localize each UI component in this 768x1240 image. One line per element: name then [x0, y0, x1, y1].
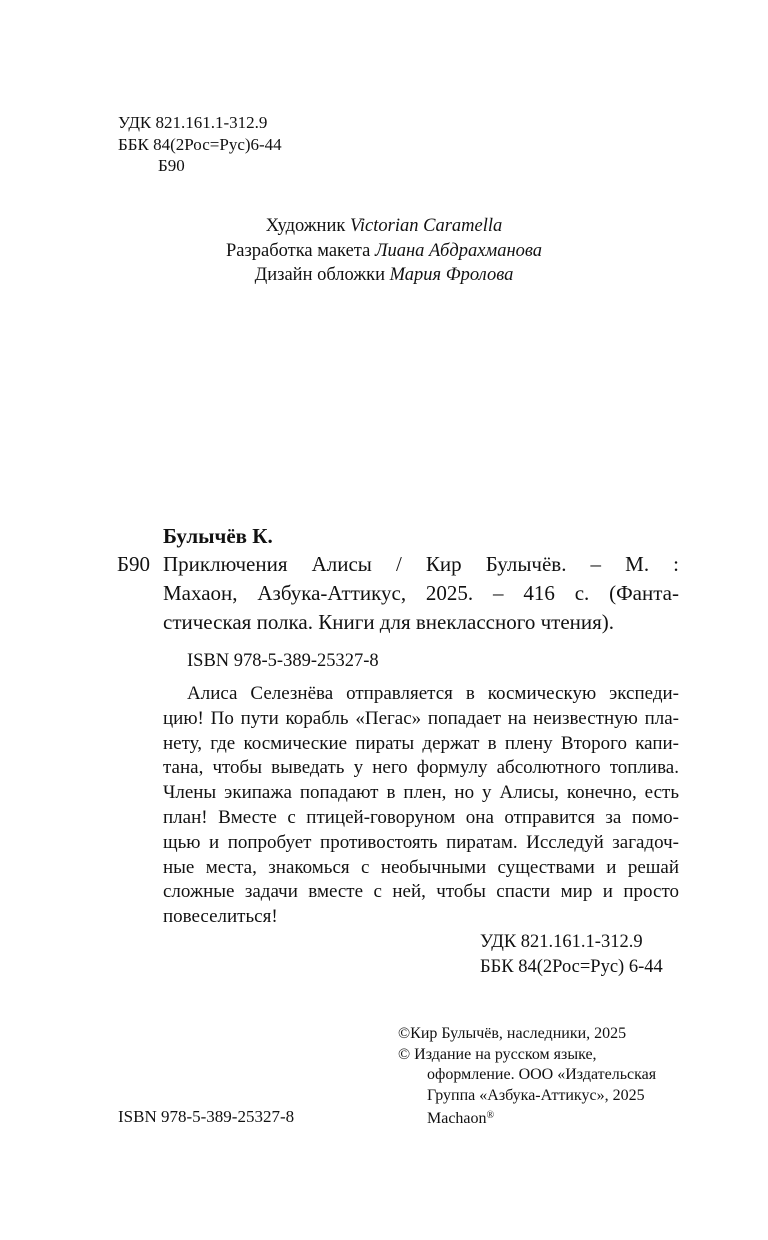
annotation-line: тана, чтобы выведать у него формулу абсолютного топлива. [163, 757, 679, 779]
bibliographic-line: Махаон, Азбука-Аттикус, 2025. – 416 с. (Фанта- [163, 581, 679, 605]
annotation-line: Алиса Селезнёва отправляется в космическую экспеди- [187, 683, 679, 704]
bibliographic-line: Приключения Алисы / Кир Булычёв. – М. : [163, 552, 679, 576]
lower-classification-codes [480, 930, 663, 980]
credit-role: Разработка макета [225, 240, 371, 261]
bbk-code: ББК 84(2Рос=Рус)6-44 [118, 134, 282, 154]
annotation-line: нету, где космические пираты держат в плену Второго капи- [163, 732, 679, 754]
annotation-line: цию! По пути корабль «Пегас» попадает на неизвестную пла- [163, 707, 679, 729]
annotation-line: план! Вместе с птицей-говоруном она отправится за помо- [163, 806, 679, 828]
copyright-edition-line: Группа «Азбука-Аттикус», 2025 [427, 1086, 645, 1104]
copyright-imprint [398, 1106, 656, 1130]
annotation-line: повеселиться! [163, 906, 278, 928]
author-mark: Б90 [158, 156, 185, 175]
copyright-block [398, 1024, 656, 1130]
isbn-footer: ISBN 978-5-389-25327-8 [118, 1107, 295, 1126]
bibliographic-author: Булычёв К. [163, 524, 273, 548]
top-classification-codes [118, 112, 282, 177]
credit-illustrator [0, 214, 768, 239]
registered-mark: ® [486, 1110, 495, 1121]
udk-code: УДК 821.161.1-312.9 [118, 113, 268, 132]
credit-role: Художник [265, 216, 346, 236]
credit-cover-design [0, 263, 768, 288]
credit-person: Мария Фролова [389, 265, 514, 285]
credit-layout [0, 239, 768, 264]
isbn-main: ISBN 978-5-389-25327-8 [187, 651, 379, 671]
annotation-line: Члены экипажа попадают в плен, но у Алисы, конечно, есть [163, 782, 679, 804]
annotation-line: щью и попробует противостоять пиратам. Исследуй загадоч- [163, 831, 679, 853]
credit-role: Дизайн обложки [254, 265, 385, 285]
annotation-line: ные места, знакомься с необычными существами и решай [163, 856, 679, 878]
annotation-line: сложные задачи вместе с ней, чтобы спасти мир и просто [163, 881, 679, 903]
credit-person: Victorian Caramella [349, 216, 503, 236]
bibliographic-line: стическая полка. Книги для внеклассного чтения). [163, 610, 615, 634]
bibliographic-description [163, 550, 679, 637]
annotation [163, 682, 679, 930]
credit-person: Лиана Абдрахманова [374, 240, 543, 261]
copyright-edition-line: © Издание на русском языке, [398, 1045, 597, 1063]
bibliographic-author-mark: Б90 [117, 552, 151, 576]
copyright-author: ©Кир Булычёв, наследники, 2025 [398, 1025, 627, 1042]
credits-block [0, 214, 768, 288]
bbk-code-lower: ББК 84(2Рос=Рус) 6-44 [480, 957, 663, 977]
copyright-edition-line: оформление. ООО «Издательская [427, 1066, 657, 1083]
udk-code-lower: УДК 821.161.1-312.9 [480, 932, 643, 952]
imprint-name: Machaon [427, 1110, 487, 1127]
